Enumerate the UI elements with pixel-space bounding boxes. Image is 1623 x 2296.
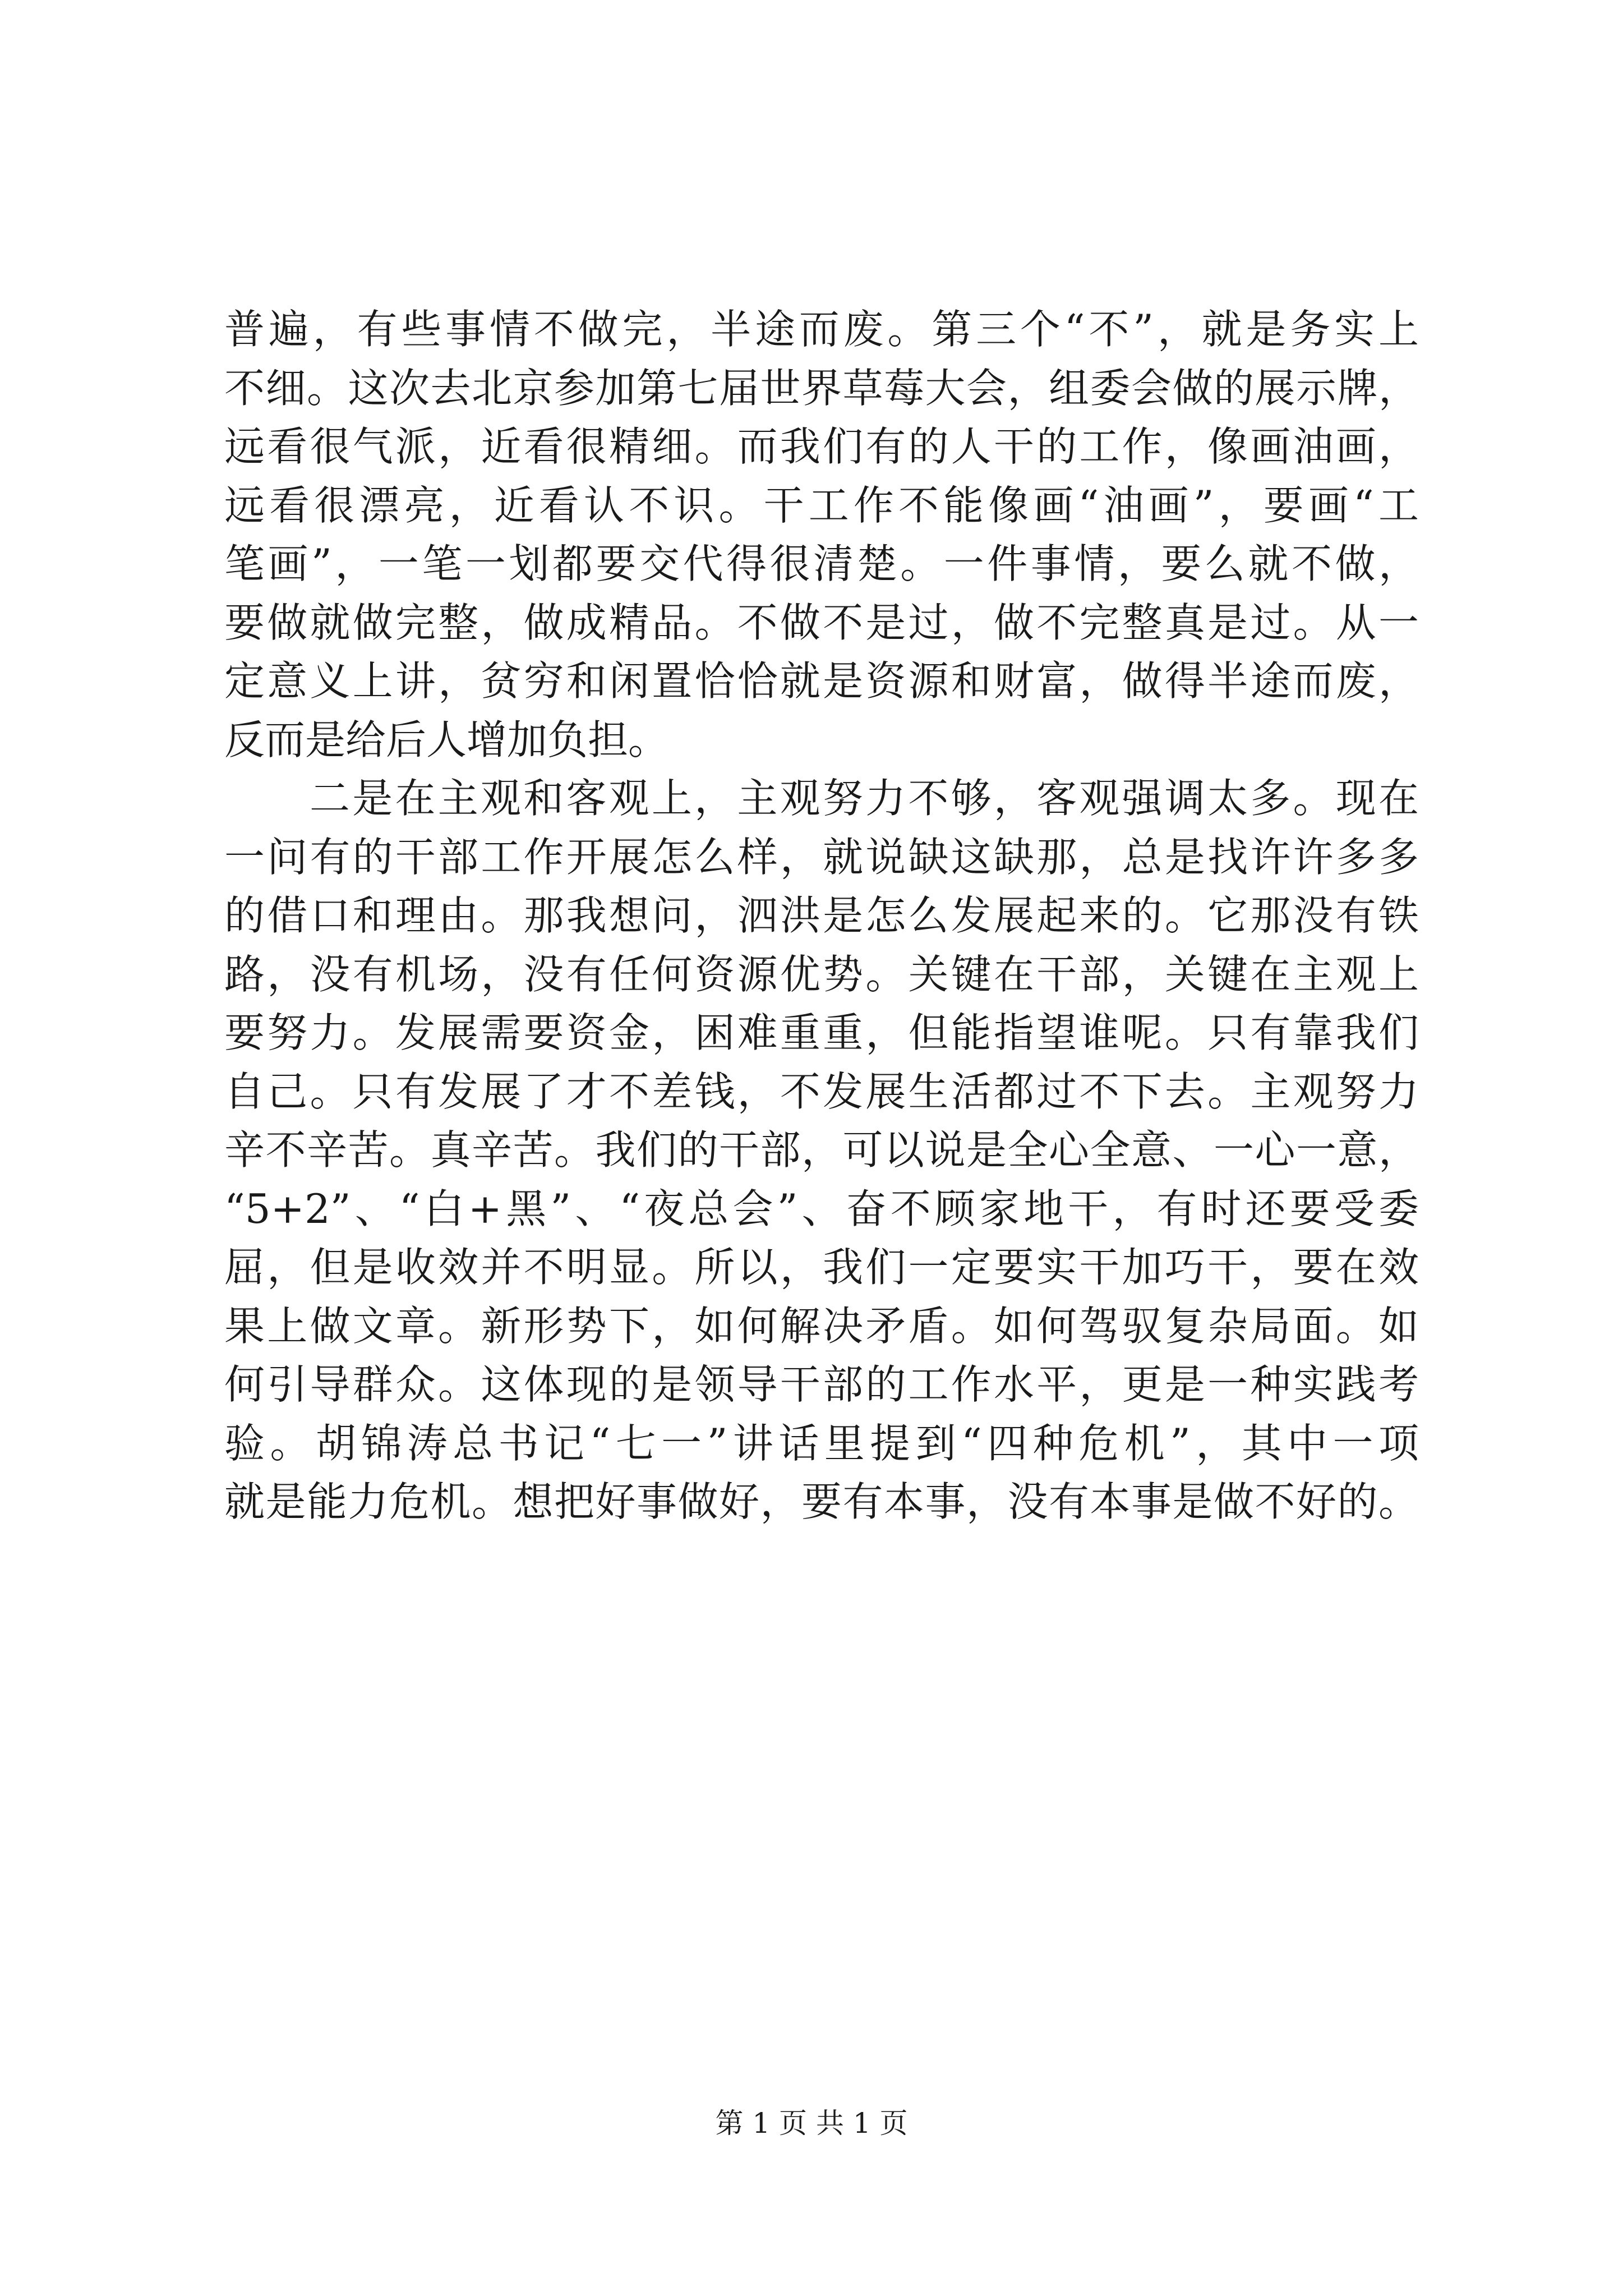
body-text xyxy=(224,300,1419,1531)
page-number-label: 第 1 页 共 1 页 xyxy=(715,2107,908,2139)
text-line: 何引导群众。这体现的是领导干部的工作水平，更是一种实践考 xyxy=(224,1361,1419,1408)
text-line: 不细。这次去北京参加第七届世界草莓大会，组委会做的展示牌， xyxy=(224,364,1419,412)
text-line: 笔画”，一笔一划都要交代得很清楚。一件事情，要么就不做， xyxy=(224,540,1419,587)
text-line: 就是能力危机。想把好事做好，要有本事，没有本事是做不好的。 xyxy=(224,1478,1419,1525)
text-line: 远看很气派，近看很精细。而我们有的人干的工作，像画油画， xyxy=(224,423,1419,470)
text-line: 要做就做完整，做成精品。不做不是过，做不完整真是过。从一 xyxy=(224,599,1419,646)
text-line: “5+2”、“白+黑”、“夜总会”、奋不顾家地干，有时还要受委 xyxy=(224,1185,1419,1232)
text-line: 屈，但是收效并不明显。所以，我们一定要实干加巧干，要在效 xyxy=(224,1244,1419,1291)
text-line: 果上做文章。新形势下，如何解决矛盾。如何驾驭复杂局面。如 xyxy=(224,1302,1419,1350)
text-line: 反而是给后人增加负担。 xyxy=(224,716,669,763)
page-footer xyxy=(0,2106,1623,2140)
text-line: 辛不辛苦。真辛苦。我们的干部，可以说是全心全意、一心一意， xyxy=(224,1126,1419,1174)
text-line: 一问有的干部工作开展怎么样，就说缺这缺那，总是找许许多多 xyxy=(224,833,1419,881)
text-line: 普遍，有些事情不做完，半途而废。第三个“不”，就是务实上 xyxy=(224,306,1419,353)
text-line: 远看很漂亮，近看认不识。干工作不能像画“油画”，要画“工 xyxy=(224,481,1419,529)
text-line: 路，没有机场，没有任何资源优势。关键在干部，关键在主观上 xyxy=(224,950,1419,998)
text-line: 的借口和理由。那我想问，泗洪是怎么发展起来的。它那没有铁 xyxy=(224,892,1419,939)
text-line: 自己。只有发展了才不差钱，不发展生活都过不下去。主观努力 xyxy=(224,1068,1419,1115)
text-line: 要努力。发展需要资金，困难重重，但能指望谁呢。只有靠我们 xyxy=(224,1009,1419,1056)
text-line: 二是在主观和客观上，主观努力不够，客观强调太多。现在 xyxy=(310,775,1419,822)
paragraph-1 xyxy=(224,300,1419,769)
text-line: 定意义上讲，贫穷和闲置恰恰就是资源和财富，做得半途而废， xyxy=(224,657,1419,705)
paragraph-2 xyxy=(224,769,1419,1531)
text-line: 验。胡锦涛总书记“七一”讲话里提到“四种危机”，其中一项 xyxy=(224,1419,1419,1467)
